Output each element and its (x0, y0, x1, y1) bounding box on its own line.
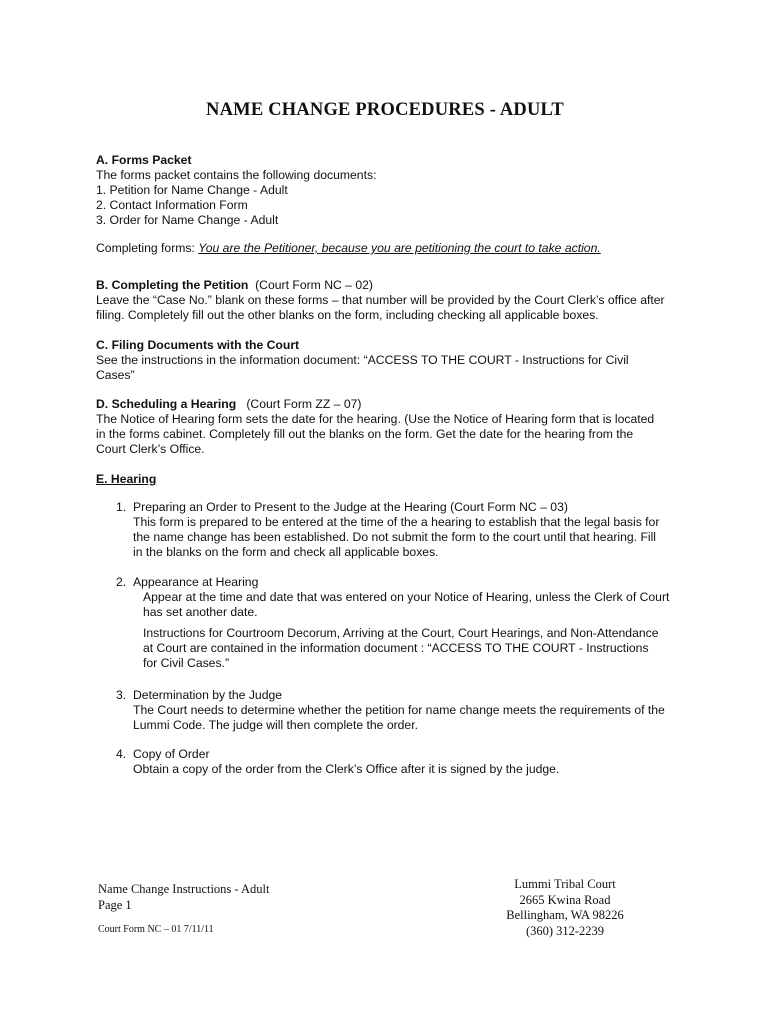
step-number: 2. (116, 575, 127, 589)
section-d-form: (Court Form ZZ – 07) (246, 397, 362, 411)
footer-doc-name: Name Change Instructions - Adult (98, 882, 270, 896)
step-number: 4. (116, 747, 127, 761)
section-c-heading: C. Filing Documents with the Court (96, 338, 300, 352)
section-a-heading: A. Forms Packet (96, 153, 192, 167)
court-city: Bellingham, WA 98226 (506, 908, 624, 922)
footer-page-number: Page 1 (98, 897, 132, 912)
section-b-heading: B. Completing the Petition (96, 278, 249, 292)
section-forms-packet (96, 153, 376, 228)
footer-left (98, 882, 270, 913)
paragraph-line: This form is prepared to be entered at the time of the a hearing to establish that the legal basis for (133, 515, 660, 529)
section-e-heading: E. Hearing (96, 472, 157, 486)
hearing-step-4 (116, 747, 559, 777)
step-title: Appearance at Hearing (133, 575, 259, 589)
paragraph-line: the name change has been established. Do not submit the form to the court until that hearing. Fill (133, 530, 657, 544)
section-a-intro: The forms packet contains the following documents: (96, 168, 377, 182)
paragraph-line: Instructions for Courtroom Decorum, Arriving at the Court, Court Hearings, and Non-Attendance (143, 626, 659, 640)
section-b-form: (Court Form NC – 02) (255, 278, 373, 292)
footer-form-code: Court Form NC – 01 7/11/11 (98, 924, 214, 935)
hearing-step-2-note (143, 626, 659, 671)
step-title: Preparing an Order to Present to the Judge at the Hearing (Court Form NC – 03) (133, 500, 568, 514)
paragraph-line: Leave the “Case No.” blank on these forms – that number will be provided by the Court Clerk’s office after (96, 293, 665, 307)
paragraph-line: in the blanks on the form and check all applicable boxes. (133, 545, 439, 559)
section-scheduling-hearing (96, 397, 654, 457)
step-number: 3. (116, 688, 127, 702)
paragraph-line: has set another date. (143, 605, 258, 619)
step-number: 1. (116, 500, 127, 514)
court-street: 2665 Kwina Road (519, 892, 611, 907)
page-title: NAME CHANGE PROCEDURES - ADULT (206, 100, 564, 120)
paragraph-line: See the instructions in the information document: “ACCESS TO THE COURT - Instructions for Civil (96, 353, 629, 367)
step-title: Determination by the Judge (133, 688, 283, 702)
court-phone: (360) 312-2239 (525, 923, 605, 938)
section-hearing (96, 472, 156, 487)
section-completing-petition (96, 278, 665, 323)
hearing-step-2 (116, 575, 669, 620)
court-name: Lummi Tribal Court (514, 877, 616, 891)
paragraph-line: at Court are contained in the information document : “ACCESS TO THE COURT - Instructions (143, 641, 649, 655)
court-address (490, 877, 640, 939)
paragraph-line: The Notice of Hearing form sets the date for the hearing. (Use the Notice of Hearing form that is located (96, 412, 655, 426)
paragraph-line: Appear at the time and date that was entered on your Notice of Hearing, unless the Clerk of Court (143, 590, 670, 604)
paragraph-line: in the forms cabinet. Completely fill out the blanks on the form. Get the date for the hearing from the (96, 427, 634, 441)
paragraph-line: Obtain a copy of the order from the Clerk’s Office after it is signed by the judge. (133, 762, 560, 776)
section-d-heading: D. Scheduling a Hearing (96, 397, 237, 411)
step-title: Copy of Order (133, 747, 210, 761)
paragraph-line: for Civil Cases.” (143, 656, 230, 670)
hearing-step-1 (116, 500, 659, 560)
completing-forms-text: You are the Petitioner, because you are petitioning the court to take action. (198, 241, 601, 255)
paragraph-line: Court Clerk’s Office. (96, 442, 205, 456)
completing-forms-note (96, 241, 601, 256)
list-item: 3. Order for Name Change - Adult (96, 213, 279, 227)
paragraph-line: Cases” (96, 368, 135, 382)
paragraph-line: Lummi Code. The judge will then complete the order. (133, 718, 418, 732)
paragraph-line: The Court needs to determine whether the petition for name change meets the requirements of the (133, 703, 665, 717)
list-item: 1. Petition for Name Change - Adult (96, 183, 288, 197)
section-filing-documents (96, 338, 629, 383)
paragraph-line: filing. Completely fill out the other blanks on the form, including checking all applicable boxes. (96, 308, 599, 322)
hearing-step-3 (116, 688, 665, 733)
completing-forms-label: Completing forms: (96, 241, 199, 255)
list-item: 2. Contact Information Form (96, 198, 248, 212)
